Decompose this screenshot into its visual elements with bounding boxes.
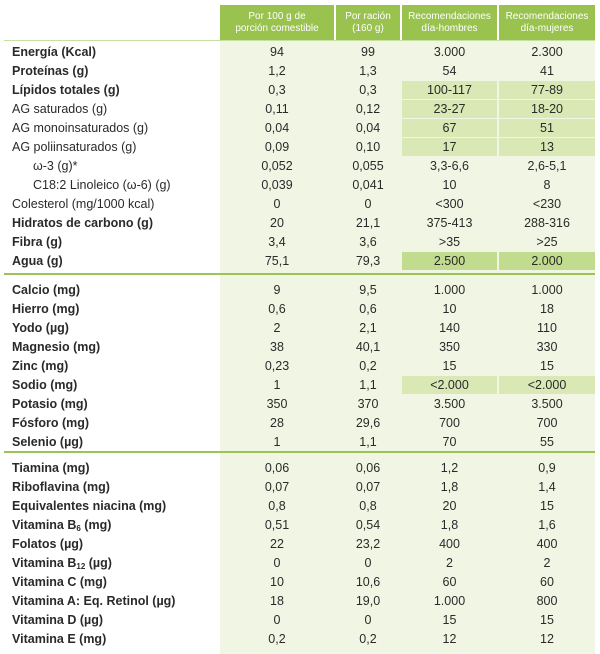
row-label: Tiamina (mg) xyxy=(12,461,90,475)
row-value: 2.000 xyxy=(499,252,595,270)
row-value: 2 xyxy=(543,556,551,570)
row-value: 60 xyxy=(442,575,457,589)
row-value: 1,8 xyxy=(440,518,459,532)
row-value: 0,07 xyxy=(264,480,290,494)
row-value: 2.500 xyxy=(402,252,497,270)
row-label: AG monoinsaturados (g) xyxy=(12,121,149,135)
row-value: 0,6 xyxy=(268,302,286,316)
row-value: 1,2 xyxy=(268,64,286,78)
row-value: 700 xyxy=(536,416,558,430)
row-value: <2.000 xyxy=(402,376,497,394)
table-row xyxy=(0,414,600,432)
row-value: 77-89 xyxy=(499,81,595,99)
row-value: 0,04 xyxy=(264,121,290,135)
row-value: 0,2 xyxy=(359,359,377,373)
table-row xyxy=(0,176,600,194)
row-value: 1.000 xyxy=(531,283,563,297)
row-value: 9 xyxy=(273,283,281,297)
row-value: 15 xyxy=(442,359,457,373)
row-label: Equivalentes niacina (mg) xyxy=(12,499,167,513)
row-value: 15 xyxy=(540,499,554,513)
table-row xyxy=(0,43,600,61)
row-value: 1,2 xyxy=(440,461,459,475)
row-value: 375-413 xyxy=(426,216,473,230)
row-value: 9,5 xyxy=(359,283,377,297)
table-row xyxy=(0,157,600,175)
row-value: 0,6 xyxy=(359,302,377,316)
row-value: 0,055 xyxy=(352,159,384,173)
row-value: 15 xyxy=(442,613,457,627)
row-label: Fósforo (mg) xyxy=(12,416,90,430)
row-value: 40,1 xyxy=(355,340,381,354)
row-value: 20 xyxy=(442,499,457,513)
table-row xyxy=(0,300,600,318)
row-value: 3.500 xyxy=(531,397,563,411)
row-label: Magnesio (mg) xyxy=(12,340,101,354)
row-value: 350 xyxy=(266,397,288,411)
section-divider xyxy=(4,451,595,453)
table-row xyxy=(0,100,600,118)
row-value: 20 xyxy=(270,216,284,230)
row-value: 3.000 xyxy=(433,45,466,59)
row-value: 140 xyxy=(439,321,460,335)
row-label: Potasio (mg) xyxy=(12,397,88,411)
table-row xyxy=(0,478,600,496)
row-value: 70 xyxy=(442,435,457,449)
row-value: 0,3 xyxy=(268,83,286,97)
row-value: 0 xyxy=(364,197,372,211)
table-row xyxy=(0,433,600,451)
row-value: 18 xyxy=(270,594,284,608)
table-row xyxy=(0,611,600,629)
table-row xyxy=(0,233,600,251)
row-value: 28 xyxy=(270,416,284,430)
row-value: 100-117 xyxy=(402,81,497,99)
row-value: 1,3 xyxy=(359,64,377,78)
table-row xyxy=(0,535,600,553)
row-label: Calcio (mg) xyxy=(12,283,81,297)
row-value: 19,0 xyxy=(355,594,381,608)
table-row xyxy=(0,592,600,610)
row-value: 700 xyxy=(439,416,460,430)
row-value: 0,07 xyxy=(355,480,381,494)
row-value: 10 xyxy=(442,178,457,192)
row-value: 2 xyxy=(273,321,281,335)
row-value: 10 xyxy=(442,302,457,316)
row-value: 8 xyxy=(543,178,551,192)
row-label: Hierro (mg) xyxy=(12,302,80,316)
table-row xyxy=(0,138,600,156)
row-value: 10,6 xyxy=(355,575,381,589)
row-value: 0,9 xyxy=(538,461,556,475)
row-label: ω-3 (g)* xyxy=(33,159,78,173)
row-value: 330 xyxy=(536,340,558,354)
row-value: <2.000 xyxy=(499,376,595,394)
row-label: Selenio (µg) xyxy=(12,435,84,449)
row-label: Agua (g) xyxy=(12,254,63,268)
row-value: 67 xyxy=(402,119,497,137)
row-value: >35 xyxy=(438,235,461,249)
row-value: <230 xyxy=(532,197,562,211)
header-per-serving: Por ración (160 g) xyxy=(336,5,400,40)
row-value: 0 xyxy=(273,556,281,570)
table-row xyxy=(0,573,600,591)
row-value: 288-316 xyxy=(524,216,570,230)
row-value: 60 xyxy=(540,575,554,589)
row-label: Vitamina $B_6$ (mg) xyxy=(12,518,112,533)
row-value: 1.000 xyxy=(433,594,466,608)
row-label: Sodio (mg) xyxy=(12,378,78,392)
row-value: 18 xyxy=(540,302,554,316)
row-value: 800 xyxy=(536,594,558,608)
row-value: 3.500 xyxy=(433,397,466,411)
row-label: Energía (Kcal) xyxy=(12,45,97,59)
row-label: Folatos (µg) xyxy=(12,537,84,551)
row-value: 350 xyxy=(439,340,460,354)
row-value: 370 xyxy=(357,397,379,411)
row-label: Vitamina E (mg) xyxy=(12,632,107,646)
row-label: Yodo (µg) xyxy=(12,321,69,335)
row-value: 10 xyxy=(270,575,284,589)
row-value: 1,1 xyxy=(359,435,377,449)
row-value: 13 xyxy=(499,138,595,156)
row-value: 3,3-6,6 xyxy=(430,159,469,173)
header-recommend-women: Recomendaciones día-mujeres xyxy=(499,5,595,40)
row-value: 0,10 xyxy=(355,140,381,154)
row-label: Proteínas (g) xyxy=(12,64,89,78)
row-value: 1,1 xyxy=(359,378,377,392)
row-value: 1 xyxy=(273,435,281,449)
row-value: 2,6-5,1 xyxy=(527,159,567,173)
row-value: 0,3 xyxy=(359,83,377,97)
row-label: Vitamina D (µg) xyxy=(12,613,104,627)
row-label: Vitamina A: Eq. Retinol (µg) xyxy=(12,594,176,608)
table-row xyxy=(0,214,600,232)
row-value: 0,2 xyxy=(268,632,286,646)
row-value: 51 xyxy=(499,119,595,137)
row-value: 54 xyxy=(442,64,457,78)
row-value: 17 xyxy=(402,138,497,156)
table-row xyxy=(0,281,600,299)
row-label: Vitamina $B_{12}$ (µg) xyxy=(12,556,112,571)
row-value: 0 xyxy=(273,197,281,211)
row-value: 22 xyxy=(270,537,284,551)
row-value: 12 xyxy=(442,632,457,646)
row-value: 79,3 xyxy=(355,254,381,268)
table-row xyxy=(0,376,600,394)
row-value: 29,6 xyxy=(355,416,381,430)
row-value: 1 xyxy=(273,378,281,392)
row-value: 0 xyxy=(364,556,372,570)
row-value: 1,6 xyxy=(538,518,556,532)
row-value: 1,8 xyxy=(440,480,459,494)
table-row xyxy=(0,357,600,375)
table-row xyxy=(0,62,600,80)
row-value: 1.000 xyxy=(433,283,466,297)
row-value: 3,4 xyxy=(268,235,286,249)
row-value: 0 xyxy=(273,613,281,627)
row-value: 2 xyxy=(446,556,453,570)
section-divider xyxy=(4,40,595,41)
row-value: 0,039 xyxy=(261,178,293,192)
table-row xyxy=(0,319,600,337)
table-row xyxy=(0,554,600,572)
row-value: 400 xyxy=(536,537,558,551)
row-value: 0,54 xyxy=(355,518,381,532)
row-value: 0,51 xyxy=(264,518,290,532)
row-value: 0,052 xyxy=(261,159,293,173)
header-recommend-men: Recomendaciones día-hombres xyxy=(402,5,497,40)
row-value: 0,06 xyxy=(355,461,381,475)
row-value: 0,23 xyxy=(264,359,290,373)
table-row xyxy=(0,81,600,99)
row-value: 0,06 xyxy=(264,461,290,475)
row-value: >25 xyxy=(536,235,558,249)
table-row xyxy=(0,630,600,648)
row-value: 0,11 xyxy=(265,102,289,116)
row-value: 1,4 xyxy=(538,480,556,494)
row-value: 99 xyxy=(361,45,375,59)
row-value: 0,2 xyxy=(359,632,377,646)
row-value: 41 xyxy=(540,64,554,78)
row-value: 2,1 xyxy=(359,321,377,335)
row-value: 0,041 xyxy=(352,178,384,192)
row-label: Colesterol (mg/1000 kcal) xyxy=(12,197,155,211)
table-row xyxy=(0,195,600,213)
row-label: AG poliinsaturados (g) xyxy=(12,140,137,154)
row-value: 21,1 xyxy=(355,216,381,230)
row-value: 38 xyxy=(270,340,284,354)
row-value: 0,12 xyxy=(355,102,381,116)
row-label: Zinc (mg) xyxy=(12,359,69,373)
row-value: 23,2 xyxy=(355,537,381,551)
row-label: Hidratos de carbono (g) xyxy=(12,216,153,230)
table-row xyxy=(0,252,600,270)
row-label: Vitamina C (mg) xyxy=(12,575,107,589)
row-label: Fibra (g) xyxy=(12,235,62,249)
header-per-100g: Por 100 g de porción comestible xyxy=(220,5,334,40)
row-value: 12 xyxy=(540,632,554,646)
row-value: 2.300 xyxy=(531,45,563,59)
row-value: 75,1 xyxy=(264,254,290,268)
row-value: 55 xyxy=(540,435,554,449)
row-value: 3,6 xyxy=(359,235,377,249)
row-value: <300 xyxy=(435,197,464,211)
row-value: 15 xyxy=(540,359,554,373)
table-row xyxy=(0,338,600,356)
row-value: 110 xyxy=(537,321,557,335)
table-row xyxy=(0,497,600,515)
row-value: 18-20 xyxy=(499,100,595,118)
row-value: 23-27 xyxy=(402,100,497,118)
table-row xyxy=(0,395,600,413)
row-label: Riboflavina (mg) xyxy=(12,480,110,494)
row-value: 15 xyxy=(540,613,554,627)
row-value: 0,09 xyxy=(264,140,290,154)
row-value: 0 xyxy=(364,613,372,627)
row-value: 94 xyxy=(270,45,284,59)
section-divider xyxy=(4,273,595,275)
row-label: AG saturados (g) xyxy=(12,102,108,116)
table-row xyxy=(0,516,600,534)
table-row xyxy=(0,119,600,137)
row-value: 0,8 xyxy=(268,499,286,513)
row-label: Lípidos totales (g) xyxy=(12,83,120,97)
row-value: 400 xyxy=(439,537,460,551)
row-label: C18:2 Linoleico (ω-6) (g) xyxy=(33,178,171,192)
table-row xyxy=(0,459,600,477)
row-value: 0,04 xyxy=(355,121,381,135)
row-value: 0,8 xyxy=(359,499,377,513)
